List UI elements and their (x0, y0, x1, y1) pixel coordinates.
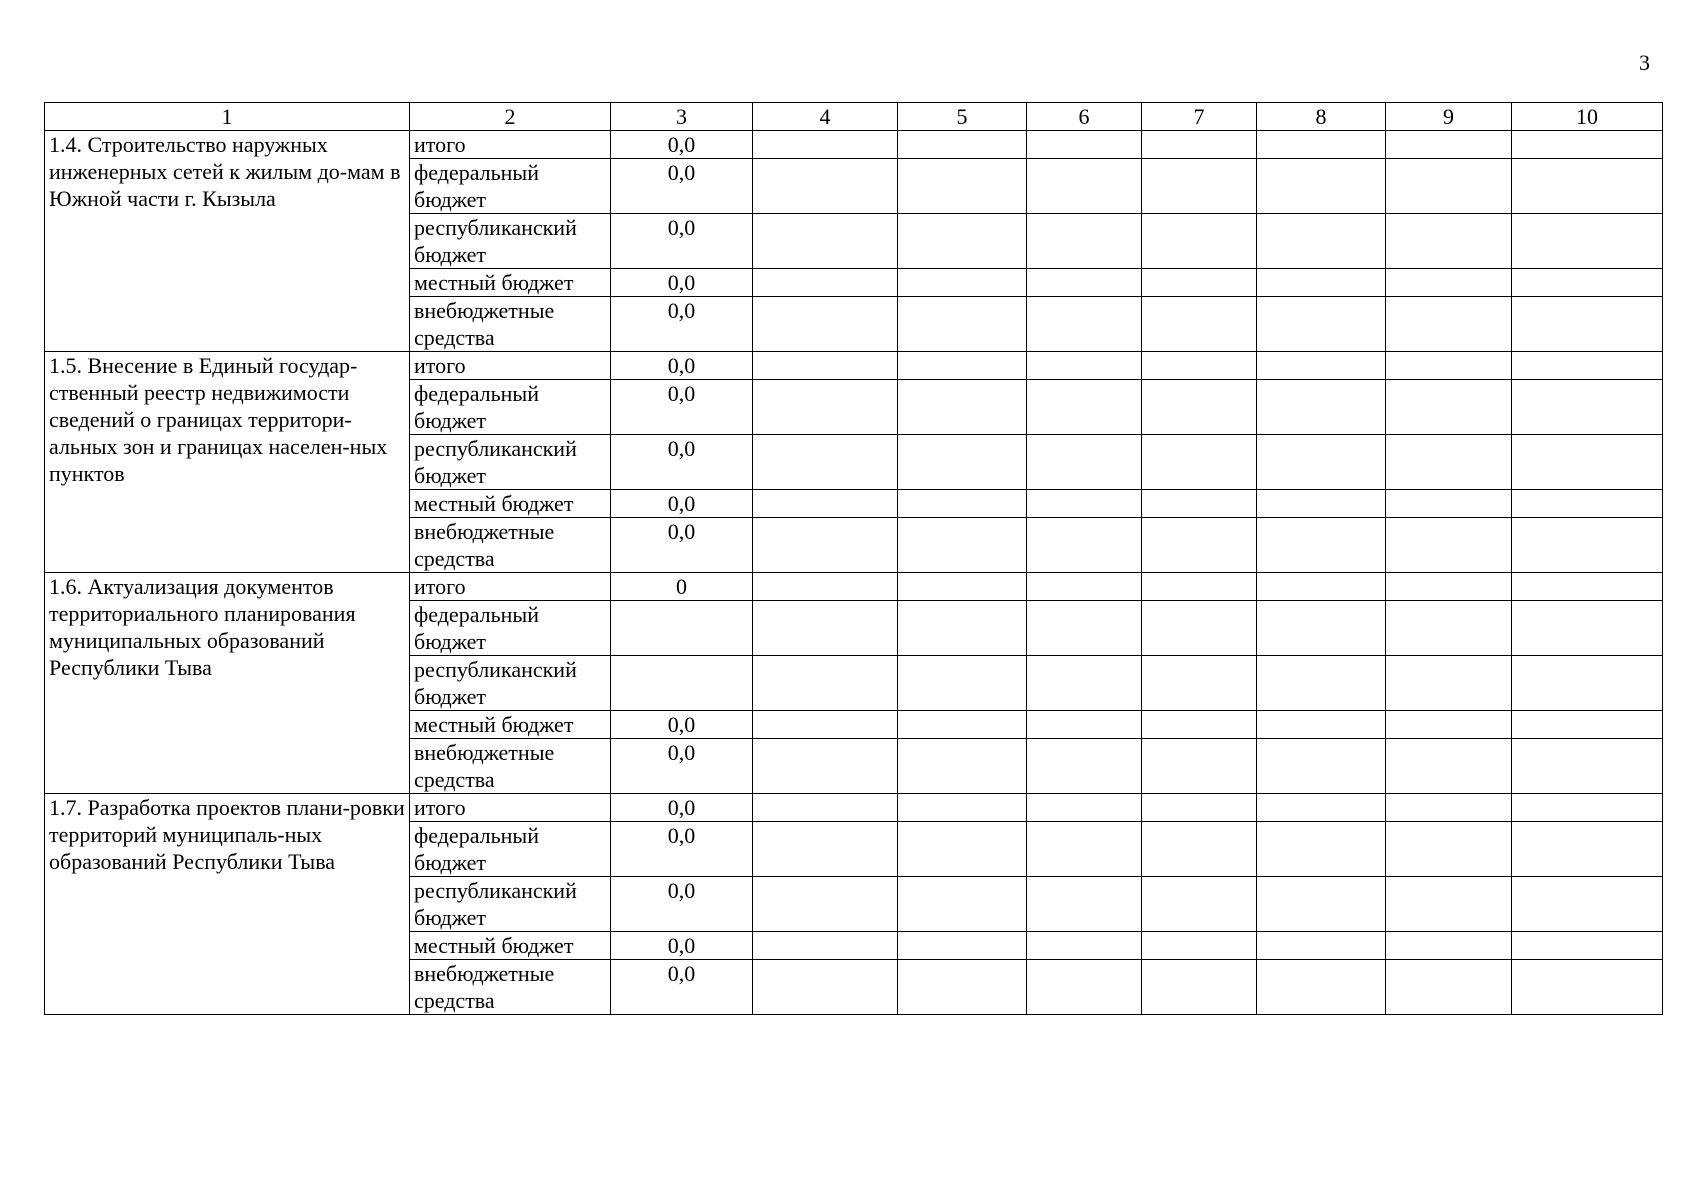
budget-table (44, 102, 1663, 1015)
empty-cell (1512, 739, 1663, 794)
table-body (45, 131, 1663, 1015)
empty-cell (1142, 794, 1257, 822)
empty-cell (1512, 573, 1663, 601)
value-cell: 0,0 (611, 960, 753, 1015)
empty-cell (1142, 573, 1257, 601)
empty-cell (1257, 214, 1386, 269)
empty-cell (1027, 380, 1142, 435)
empty-cell (753, 932, 898, 960)
empty-cell (1386, 435, 1512, 490)
empty-cell (898, 269, 1027, 297)
empty-cell (1142, 352, 1257, 380)
empty-cell (1257, 573, 1386, 601)
empty-cell (1027, 656, 1142, 711)
empty-cell (753, 131, 898, 159)
funding-source: итого (410, 794, 611, 822)
empty-cell (1142, 822, 1257, 877)
empty-cell (1142, 159, 1257, 214)
value-cell: 0,0 (611, 877, 753, 932)
empty-cell (898, 159, 1027, 214)
empty-cell (753, 794, 898, 822)
empty-cell (1027, 960, 1142, 1015)
empty-cell (1027, 573, 1142, 601)
table-row (45, 573, 1663, 601)
empty-cell (1512, 435, 1663, 490)
funding-source: итого (410, 352, 611, 380)
empty-cell (1257, 794, 1386, 822)
empty-cell (1142, 297, 1257, 352)
section-name: 1.4. Строительство наружных инженерных сетей к жилым до-мам в Южной части г. Кызыла (45, 131, 410, 352)
funding-source: итого (410, 131, 611, 159)
column-header: 4 (753, 103, 898, 131)
empty-cell (1142, 711, 1257, 739)
empty-cell (1027, 518, 1142, 573)
empty-cell (1386, 380, 1512, 435)
value-cell: 0,0 (611, 739, 753, 794)
empty-cell (1027, 352, 1142, 380)
value-cell: 0,0 (611, 822, 753, 877)
empty-cell (753, 380, 898, 435)
empty-cell (1512, 297, 1663, 352)
empty-cell (1257, 518, 1386, 573)
funding-source: внебюджетные средства (410, 739, 611, 794)
funding-source: внебюджетные средства (410, 518, 611, 573)
empty-cell (898, 822, 1027, 877)
empty-cell (898, 739, 1027, 794)
empty-cell (753, 297, 898, 352)
column-header: 10 (1512, 103, 1663, 131)
empty-cell (1142, 380, 1257, 435)
column-header: 9 (1386, 103, 1512, 131)
empty-cell (1512, 380, 1663, 435)
empty-cell (898, 297, 1027, 352)
empty-cell (753, 960, 898, 1015)
value-cell: 0,0 (611, 932, 753, 960)
empty-cell (1512, 877, 1663, 932)
empty-cell (1257, 711, 1386, 739)
value-cell (611, 656, 753, 711)
funding-source: внебюджетные средства (410, 297, 611, 352)
funding-source: республиканский бюджет (410, 435, 611, 490)
empty-cell (898, 380, 1027, 435)
empty-cell (1512, 352, 1663, 380)
empty-cell (753, 877, 898, 932)
empty-cell (1386, 131, 1512, 159)
empty-cell (898, 877, 1027, 932)
value-cell: 0,0 (611, 518, 753, 573)
column-header: 2 (410, 103, 611, 131)
empty-cell (898, 794, 1027, 822)
empty-cell (1142, 214, 1257, 269)
empty-cell (1257, 877, 1386, 932)
empty-cell (898, 711, 1027, 739)
value-cell: 0,0 (611, 435, 753, 490)
value-cell: 0,0 (611, 269, 753, 297)
empty-cell (1027, 822, 1142, 877)
funding-source: внебюджетные средства (410, 960, 611, 1015)
empty-cell (1257, 822, 1386, 877)
empty-cell (753, 656, 898, 711)
column-header: 1 (45, 103, 410, 131)
value-cell: 0,0 (611, 297, 753, 352)
empty-cell (1027, 877, 1142, 932)
empty-cell (1257, 131, 1386, 159)
empty-cell (1257, 960, 1386, 1015)
empty-cell (753, 435, 898, 490)
funding-source: итого (410, 573, 611, 601)
value-cell: 0,0 (611, 214, 753, 269)
section-name: 1.6. Актуализация документов территориального планирования муниципальных образований Республики Тыва (45, 573, 410, 794)
empty-cell (753, 601, 898, 656)
empty-cell (1257, 297, 1386, 352)
column-header: 6 (1027, 103, 1142, 131)
empty-cell (1142, 435, 1257, 490)
empty-cell (898, 214, 1027, 269)
empty-cell (898, 435, 1027, 490)
empty-cell (1512, 711, 1663, 739)
empty-cell (1142, 490, 1257, 518)
empty-cell (1386, 932, 1512, 960)
section-name: 1.7. Разработка проектов плани-ровки территорий муниципаль-ных образований Республики Тыва (45, 794, 410, 1015)
empty-cell (1512, 656, 1663, 711)
empty-cell (753, 518, 898, 573)
empty-cell (1027, 490, 1142, 518)
empty-cell (753, 352, 898, 380)
empty-cell (1386, 656, 1512, 711)
value-cell: 0,0 (611, 711, 753, 739)
empty-cell (1027, 214, 1142, 269)
section-name: 1.5. Внесение в Единый государ-ственный реестр недвижимости сведений о границах территори-альных зон и границах населен-ных пунктов (45, 352, 410, 573)
empty-cell (1142, 656, 1257, 711)
empty-cell (1386, 214, 1512, 269)
empty-cell (1257, 490, 1386, 518)
empty-cell (1386, 877, 1512, 932)
empty-cell (898, 601, 1027, 656)
value-cell: 0,0 (611, 794, 753, 822)
empty-cell (1512, 214, 1663, 269)
empty-cell (1386, 739, 1512, 794)
empty-cell (1142, 269, 1257, 297)
empty-cell (1512, 269, 1663, 297)
empty-cell (1027, 932, 1142, 960)
empty-cell (898, 656, 1027, 711)
empty-cell (1386, 297, 1512, 352)
empty-cell (1386, 711, 1512, 739)
empty-cell (1386, 822, 1512, 877)
empty-cell (1027, 601, 1142, 656)
empty-cell (1027, 711, 1142, 739)
page-number: 3 (1639, 50, 1650, 75)
empty-cell (898, 960, 1027, 1015)
empty-cell (753, 490, 898, 518)
empty-cell (1257, 739, 1386, 794)
empty-cell (1386, 794, 1512, 822)
funding-source: республиканский бюджет (410, 877, 611, 932)
header-row (45, 103, 1663, 131)
empty-cell (1027, 131, 1142, 159)
empty-cell (898, 490, 1027, 518)
column-header: 8 (1257, 103, 1386, 131)
value-cell: 0,0 (611, 131, 753, 159)
funding-source: республиканский бюджет (410, 656, 611, 711)
empty-cell (1257, 159, 1386, 214)
empty-cell (1512, 159, 1663, 214)
empty-cell (1027, 159, 1142, 214)
funding-source: федеральный бюджет (410, 822, 611, 877)
value-cell: 0,0 (611, 490, 753, 518)
empty-cell (1386, 518, 1512, 573)
empty-cell (1257, 656, 1386, 711)
empty-cell (898, 518, 1027, 573)
empty-cell (1142, 932, 1257, 960)
empty-cell (1142, 739, 1257, 794)
empty-cell (1386, 159, 1512, 214)
empty-cell (753, 159, 898, 214)
empty-cell (1512, 932, 1663, 960)
empty-cell (898, 573, 1027, 601)
funding-source: федеральный бюджет (410, 601, 611, 656)
empty-cell (1257, 601, 1386, 656)
empty-cell (1027, 297, 1142, 352)
empty-cell (898, 131, 1027, 159)
empty-cell (1142, 518, 1257, 573)
empty-cell (1512, 131, 1663, 159)
table-row (45, 794, 1663, 822)
funding-source: местный бюджет (410, 711, 611, 739)
empty-cell (1142, 601, 1257, 656)
empty-cell (753, 269, 898, 297)
value-cell: 0 (611, 573, 753, 601)
empty-cell (753, 711, 898, 739)
value-cell: 0,0 (611, 380, 753, 435)
funding-source: федеральный бюджет (410, 380, 611, 435)
funding-source: местный бюджет (410, 932, 611, 960)
empty-cell (1386, 573, 1512, 601)
empty-cell (1142, 877, 1257, 932)
column-header: 3 (611, 103, 753, 131)
empty-cell (1386, 269, 1512, 297)
empty-cell (1027, 739, 1142, 794)
table-row (45, 131, 1663, 159)
empty-cell (1027, 435, 1142, 490)
empty-cell (1257, 352, 1386, 380)
column-header: 5 (898, 103, 1027, 131)
empty-cell (1512, 518, 1663, 573)
empty-cell (1386, 960, 1512, 1015)
empty-cell (753, 822, 898, 877)
empty-cell (1386, 490, 1512, 518)
empty-cell (1512, 490, 1663, 518)
empty-cell (1142, 960, 1257, 1015)
value-cell: 0,0 (611, 159, 753, 214)
column-header: 7 (1142, 103, 1257, 131)
empty-cell (1027, 794, 1142, 822)
funding-source: федеральный бюджет (410, 159, 611, 214)
empty-cell (1027, 269, 1142, 297)
empty-cell (1257, 435, 1386, 490)
funding-source: местный бюджет (410, 269, 611, 297)
value-cell: 0,0 (611, 352, 753, 380)
empty-cell (898, 352, 1027, 380)
empty-cell (1142, 131, 1257, 159)
funding-source: местный бюджет (410, 490, 611, 518)
empty-cell (753, 739, 898, 794)
empty-cell (1257, 380, 1386, 435)
table-row (45, 352, 1663, 380)
empty-cell (1386, 352, 1512, 380)
empty-cell (898, 932, 1027, 960)
empty-cell (753, 214, 898, 269)
empty-cell (1257, 932, 1386, 960)
empty-cell (1512, 601, 1663, 656)
empty-cell (1512, 794, 1663, 822)
empty-cell (1512, 960, 1663, 1015)
empty-cell (753, 573, 898, 601)
empty-cell (1386, 601, 1512, 656)
funding-source: республиканский бюджет (410, 214, 611, 269)
value-cell (611, 601, 753, 656)
empty-cell (1257, 269, 1386, 297)
empty-cell (1512, 822, 1663, 877)
